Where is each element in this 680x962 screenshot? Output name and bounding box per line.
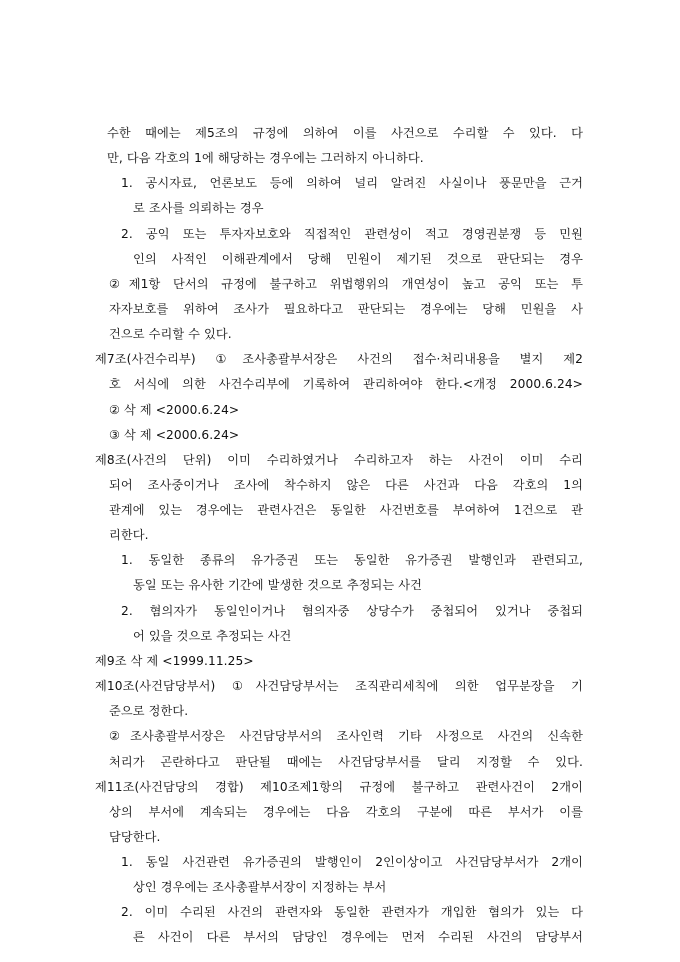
text-line-5: 2. 공익 또는 투자자보호와 직접적인 관련성이 적고 경영권분쟁 등 민원 [121, 227, 583, 241]
text-line-28: 상의 부서에 계속되는 경우에는 다음 각호의 구분에 따른 부서가 이를 [109, 805, 583, 819]
text-line-29: 담당한다. [109, 830, 161, 844]
text-line-33: 른 사건이 다른 부서의 담당인 경우에는 먼저 수리된 사건의 담당부서 [133, 930, 583, 944]
text-line-2: 만, 다음 각호의 1에 해당하는 경우에는 그러하지 아니하다. [107, 151, 424, 165]
text-line-16: 관계에 있는 경우에는 관련사건은 동일한 사건번호를 부여하여 1건으로 관 [109, 503, 583, 517]
text-line-20: 2. 혐의자가 동일인이거나 혐의자중 상당수가 중첩되어 있거나 중첩되 [121, 604, 583, 618]
text-line-11: 호 서식에 의한 사건수리부에 기록하여 관리하여야 한다.<개정 2000.6.24> [109, 377, 583, 391]
text-line-6: 인의 사적인 이해관계에서 당해 민원이 제기된 것으로 판단되는 경우 [133, 252, 583, 266]
text-line-17: 리한다. [109, 528, 149, 542]
text-line-31: 상인 경우에는 조사총괄부서장이 지정하는 부서 [133, 880, 387, 894]
text-line-32: 2. 이미 수리된 사건의 관련자와 동일한 관련자가 개입한 혐의가 있는 다 [121, 905, 583, 919]
text-line-1: 수한 때에는 제5조의 규정에 의하여 이를 사건으로 수리할 수 있다. 다 [107, 126, 583, 140]
text-line-4: 로 조사를 의뢰하는 경우 [133, 201, 264, 215]
text-line-12: ② 삭 제 <2000.6.24> [109, 403, 240, 417]
text-line-9: 건으로 수리할 수 있다. [109, 327, 232, 341]
text-line-18: 1. 동일한 종류의 유가증권 또는 동일한 유가증권 발행인과 관련되고, [121, 553, 583, 567]
text-line-8: 자자보호를 위하여 조사가 필요하다고 판단되는 경우에는 당해 민원을 사 [109, 302, 583, 316]
text-line-10: 제7조(사건수리부) ①조사총괄부서장은 사건의 접수·처리내용을 별지 제2 [95, 352, 583, 366]
text-line-13: ③ 삭 제 <2000.6.24> [109, 428, 240, 442]
text-line-27: 제11조(사건담당의 경합) 제10조제1항의 규정에 불구하고 관련사건이 2개이 [95, 780, 583, 794]
text-line-19: 동일 또는 유사한 기간에 발생한 것으로 추정되는 사건 [133, 578, 423, 592]
text-line-22: 제9조 삭 제 <1999.11.25> [95, 654, 254, 668]
text-line-26: 처리가 곤란하다고 판단될 때에는 사건담당부서를 달리 지정할 수 있다. [109, 755, 583, 769]
text-line-3: 1. 공시자료, 언론보도 등에 의하여 널리 알려진 사실이나 풍문만을 근거 [121, 176, 583, 190]
text-line-30: 1. 동일 사건관련 유가증권의 발행인이 2인이상이고 사건담당부서가 2개이 [121, 855, 583, 869]
text-line-15: 되어 조사중이거나 조사에 착수하지 않은 다른 사건과 다음 각호의 1의 [109, 478, 583, 492]
text-line-23: 제10조(사건담당부서) ①사건담당부서는 조직관리세칙에 의한 업무분장을 기 [95, 679, 583, 693]
text-line-25: ②조사총괄부서장은 사건담당부서의 조사인력 기타 사정으로 사건의 신속한 [109, 729, 583, 743]
text-line-21: 어 있을 것으로 추정되는 사건 [133, 629, 292, 643]
text-line-24: 준으로 정한다. [109, 704, 189, 718]
text-line-14: 제8조(사건의 단위) 이미 수리하였거나 수리하고자 하는 사건이 이미 수리 [95, 453, 583, 467]
text-line-7: ②제1항 단서의 규정에 불구하고 위법행위의 개연성이 높고 공익 또는 투 [109, 277, 583, 291]
